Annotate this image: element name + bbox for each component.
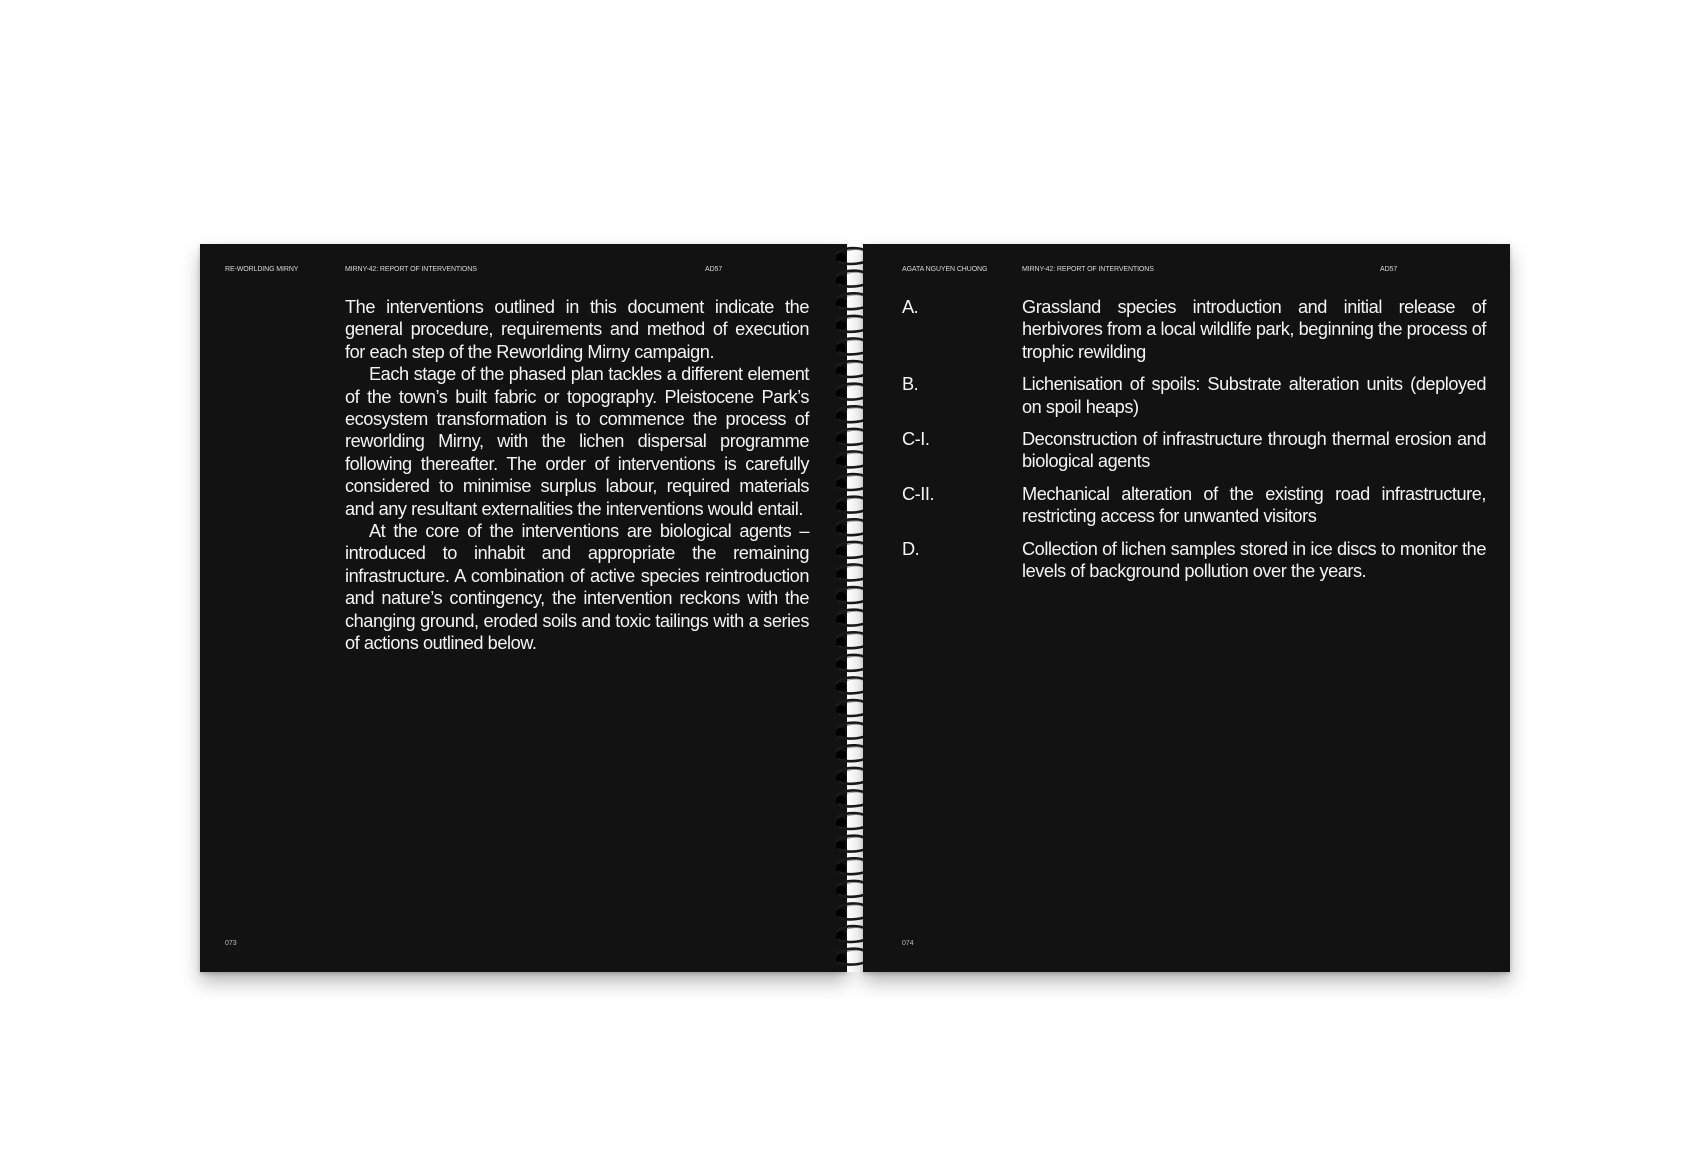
right-header-author: AGATA NGUYEN CHUONG [902, 266, 988, 273]
list-item-text: Mechanical alteration of the existing road infrastructure, restricting access for unwanted visitors [1022, 483, 1486, 527]
left-page-number: 073 [225, 940, 237, 947]
list-item-key: A. [902, 297, 919, 317]
list-item [902, 428, 1486, 473]
list-item-key: C-I. [902, 429, 930, 450]
left-page [200, 244, 847, 972]
list-item-key: B. [902, 374, 919, 395]
paragraph-stages: Each stage of the phased plan tackles a different element of the town’s built fabric or topography. Pleistocene Park’s ecosystem transformation is to commence the process of reworlding Mirny, with the lichen dispersal programme following thereafter. The order of interventions is carefully considered to minimise surplus labour, required materials and any resultant externalities the interventions would entail. [345, 364, 809, 519]
list-item-key: D. [902, 538, 920, 559]
left-header-title: MIRNY-42: REPORT OF INTERVENTIONS [345, 266, 477, 273]
left-body-text [345, 296, 809, 655]
right-header-title: MIRNY-42: REPORT OF INTERVENTIONS [1022, 266, 1154, 273]
list-item [902, 538, 1486, 583]
list-item-text: Deconstruction of infrastructure through thermal erosion and biological agents [1022, 429, 1486, 472]
list-item-text: Collection of lichen samples stored in ice discs to monitor the levels of background pollution over the years. [1022, 538, 1486, 582]
left-header-section: RE-WORLDING MIRNY [225, 266, 299, 273]
list-item [902, 373, 1486, 418]
list-item-key: C-II. [902, 483, 935, 504]
list-item-text: Grassland species introduction and initial release of herbivores from a local wildlife park, beginning the process of trophic rewilding [1022, 297, 1486, 362]
right-header-code: AD57 [1380, 266, 1398, 273]
list-item [902, 296, 1486, 363]
list-item [902, 483, 1486, 528]
paragraph-intro: The interventions outlined in this document indicate the general procedure, requirements and method of execution for each step of the Reworlding Mirny campaign. [345, 297, 809, 362]
interventions-list [902, 296, 1486, 592]
left-header-code: AD57 [705, 266, 723, 273]
paragraph-agents: At the core of the interventions are biological agents – introduced to inhabit and appropriate the remaining infrastructure. A combination of active species reintroduction and nature’s contingency, the intervention reckons with the changing ground, eroded soils and toxic tailings with a series of actions outlined below. [345, 521, 809, 654]
list-item-text: Lichenisation of spoils: Substrate alteration units (deployed on spoil heaps) [1022, 374, 1486, 417]
right-page-number: 074 [902, 940, 914, 947]
right-page [863, 244, 1510, 972]
